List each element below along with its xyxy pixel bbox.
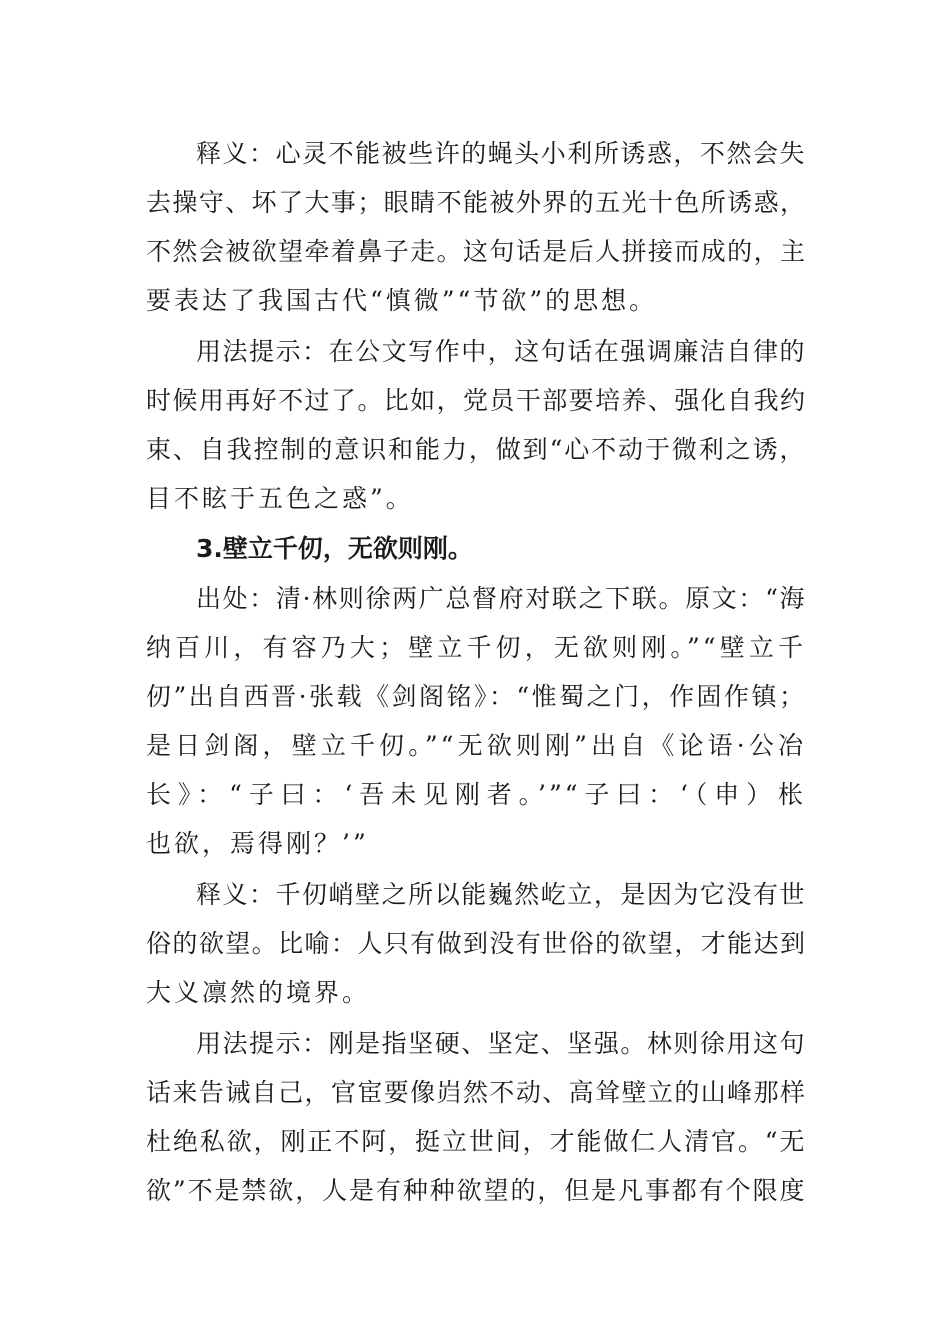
- text-line: 纳百川，有容乃大；壁立千仞，无欲则刚。”“壁立千: [146, 633, 806, 662]
- text-line: 出处：清·林则徐两广总督府对联之下联。原文：“海: [196, 584, 806, 613]
- text-line: 仞”出自西晋·张载《剑阁铭》：“惟蜀之门，作固作镇；: [146, 682, 806, 711]
- text-line: 时候用再好不过了。比如，党员干部要培养、强化自我约: [146, 386, 806, 415]
- text-line: 大义凛然的境界。: [146, 978, 371, 1007]
- text-line: 是日剑阁，壁立千仞。”“无欲则刚”出自《论语·公冶: [146, 731, 806, 760]
- text-line: 束、自我控制的意识和能力，做到“心不动于微利之诱，: [146, 435, 806, 464]
- text-line: 去操守、坏了大事；眼睛不能被外界的五光十色所诱惑，: [146, 188, 806, 217]
- text-line: 释义：心灵不能被些许的蝇头小利所诱惑，不然会失: [196, 139, 806, 168]
- text-line: 用法提示：在公文写作中，这句话在强调廉洁自律的: [196, 337, 806, 366]
- text-line: 杜绝私欲，刚正不阿，挺立世间，才能做仁人清官。“无: [146, 1127, 806, 1156]
- text-line: 目不眩于五色之惑”。: [146, 484, 414, 513]
- text-line: 也欲，焉得刚？’”: [146, 829, 369, 858]
- text-line: 不然会被欲望牵着鼻子走。这句话是后人拼接而成的，主: [146, 237, 806, 266]
- text-line: 长》：“子曰：‘吾未见刚者。’”“子曰：‘（申）枨: [146, 780, 806, 809]
- section-heading: 3.壁立千仞，无欲则刚。: [196, 534, 473, 563]
- text-line: 欲”不是禁欲，人是有种种欲望的，但是凡事都有个限度: [146, 1176, 806, 1205]
- text-line: 俗的欲望。比喻：人只有做到没有世俗的欲望，才能达到: [146, 929, 806, 958]
- text-line: 用法提示：刚是指坚硬、坚定、坚强。林则徐用这句: [196, 1029, 806, 1058]
- text-line: 话来告诫自己，官宦要像岿然不动、高耸壁立的山峰那样: [146, 1078, 806, 1107]
- text-line: 要表达了我国古代“慎微”“节欲”的思想。: [146, 286, 658, 315]
- text-line: 释义：千仞峭壁之所以能巍然屹立，是因为它没有世: [196, 880, 806, 909]
